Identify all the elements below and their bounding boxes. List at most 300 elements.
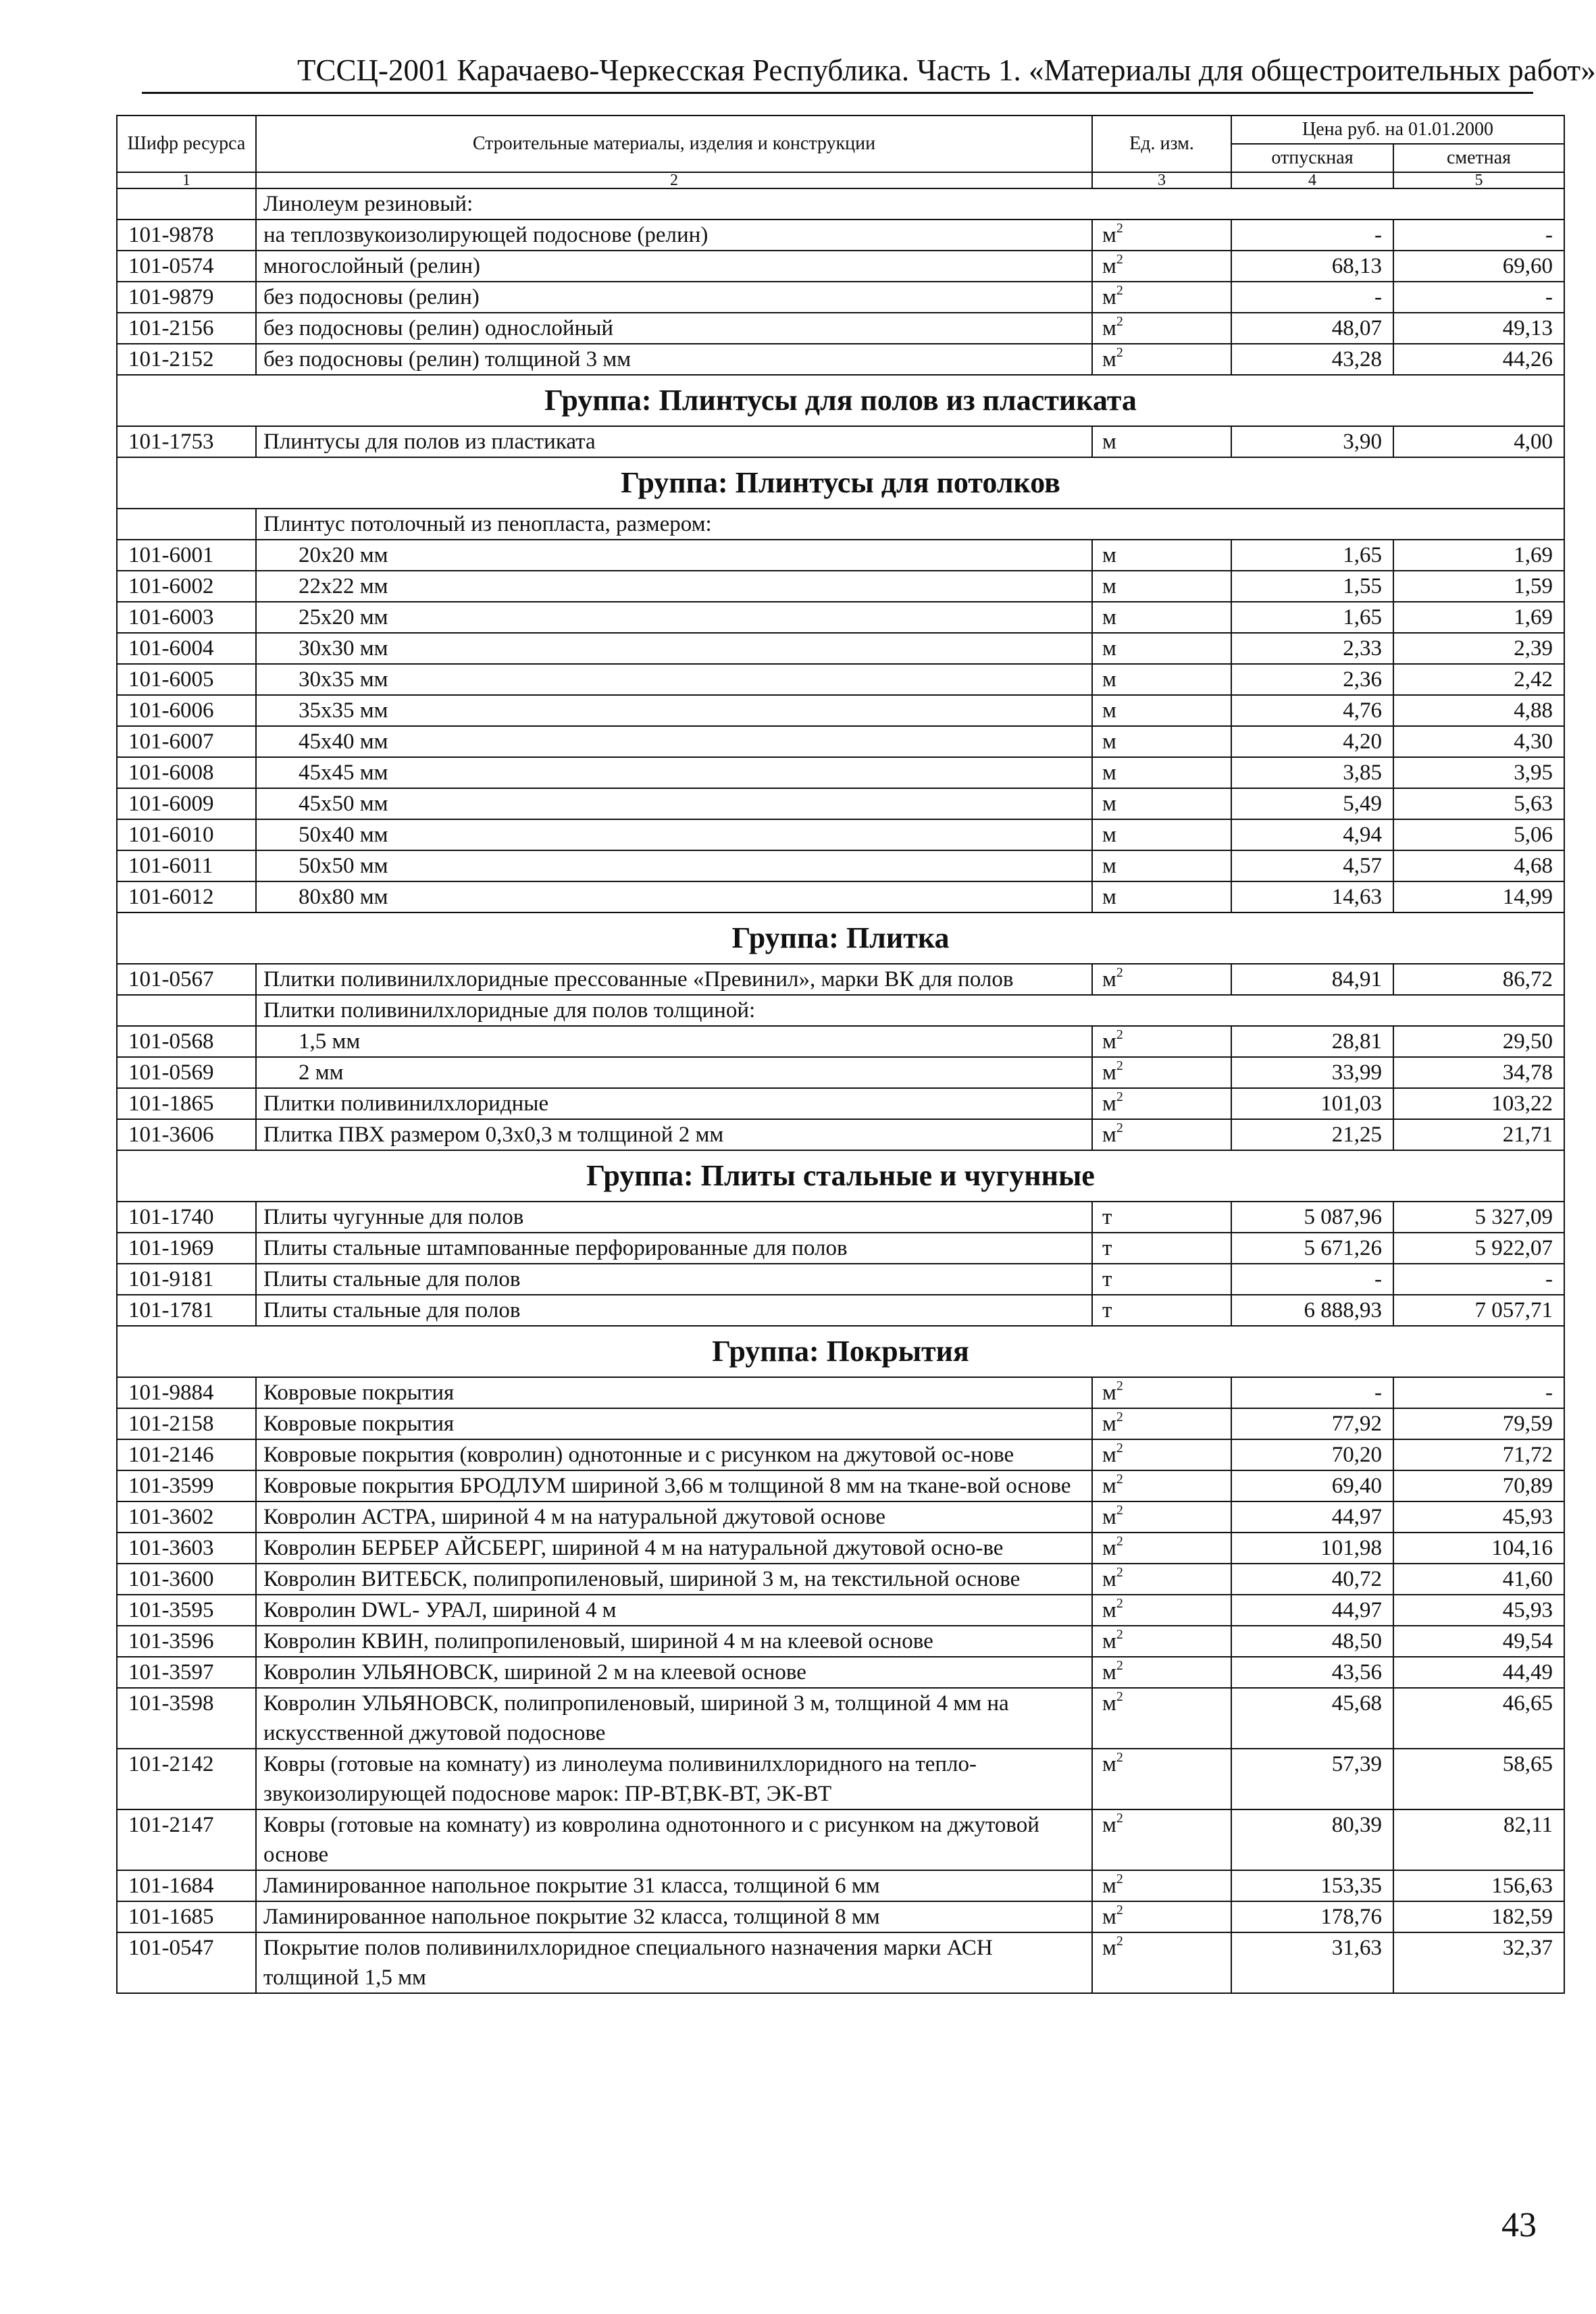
material-name: Плинтусы для полов из пластиката [256,426,1092,457]
estimate-price: 79,59 [1393,1408,1564,1439]
material-name: Плиты стальные для полов [256,1264,1092,1295]
release-price: - [1231,1264,1393,1295]
release-price: 6 888,93 [1231,1295,1393,1326]
group-title: Группа: Плиты стальные и чугунные [117,1150,1564,1202]
material-name: 25x20 мм [256,602,1092,633]
subheading-text: Плитки поливинилхлоридные для полов толщиной: [256,995,1564,1026]
resource-code: 101-6005 [117,664,256,695]
estimate-price: 4,88 [1393,695,1564,726]
resource-code: 101-3599 [117,1470,256,1501]
release-price: 2,36 [1231,664,1393,695]
estimate-price: 29,50 [1393,1026,1564,1057]
resource-code: 101-1753 [117,426,256,457]
estimate-price: 2,42 [1393,664,1564,695]
resource-code: 101-0547 [117,1932,256,1993]
price-table [116,115,1565,1994]
material-name: 20x20 мм [256,540,1092,571]
unit-cell [1092,1202,1231,1233]
estimate-price: 34,78 [1393,1057,1564,1088]
estimate-price: 70,89 [1393,1470,1564,1501]
material-name: без подосновы (релин) толщиной 3 мм [256,344,1092,375]
release-price: 21,25 [1231,1119,1393,1150]
col-header-code: Шифр ресурса [117,115,256,172]
release-price: 28,81 [1231,1026,1393,1057]
unit-cell [1092,695,1231,726]
estimate-price: 45,93 [1393,1595,1564,1626]
estimate-price: 1,59 [1393,571,1564,602]
unit-superscript: 2 [1116,965,1123,980]
resource-code: 101-1969 [117,1233,256,1264]
unit-superscript: 2 [1116,1089,1123,1104]
resource-code: 101-6006 [117,695,256,726]
estimate-price: 21,71 [1393,1119,1564,1150]
table-row [117,726,1564,757]
subheading-row [117,995,1564,1026]
unit-text: т [1102,1298,1112,1322]
group-row [117,1326,1564,1377]
unit-text: т [1102,1205,1112,1229]
table-row [117,1626,1564,1657]
estimate-price: - [1393,1264,1564,1295]
release-price: 70,20 [1231,1439,1393,1470]
release-price: 101,98 [1231,1533,1393,1564]
unit-cell [1092,344,1231,375]
unit-text: м [1102,1412,1116,1436]
group-row [117,457,1564,509]
estimate-price: 41,60 [1393,1564,1564,1595]
release-price: - [1231,220,1393,251]
unit-text: м [1102,1936,1116,1960]
group-row [117,912,1564,964]
estimate-price: 1,69 [1393,540,1564,571]
estimate-price: 104,16 [1393,1533,1564,1564]
unit-superscript: 2 [1116,1903,1123,1918]
table-row [117,344,1564,375]
resource-code: 101-6008 [117,757,256,788]
header-rule [142,92,1533,94]
unit-text: м [1102,1443,1116,1467]
table-row [117,1088,1564,1119]
table-row [117,602,1564,633]
release-price: 5 671,26 [1231,1233,1393,1264]
resource-code: 101-3597 [117,1657,256,1688]
unit-text: м [1102,823,1116,847]
table-row [117,426,1564,457]
release-price: 4,20 [1231,726,1393,757]
table-row [117,757,1564,788]
table-row [117,1264,1564,1295]
table-row [117,964,1564,995]
group-row [117,1150,1564,1202]
estimate-price: 5 922,07 [1393,1233,1564,1264]
unit-superscript: 2 [1116,1565,1123,1580]
unit-text: м [1102,761,1116,785]
col-number: 1 [117,172,256,188]
table-row [117,1119,1564,1150]
unit-superscript: 2 [1116,1811,1123,1826]
table-row [117,1057,1564,1088]
empty-cell [117,188,256,220]
table-row [117,1533,1564,1564]
table-row [117,1408,1564,1439]
group-title: Группа: Плинтусы для потолков [117,457,1564,509]
unit-text: м [1102,698,1116,723]
material-name: Ковровые покрытия (ковролин) однотонные и с рисунком на джутовой ос-нове [256,1439,1092,1470]
material-name: 35x35 мм [256,695,1092,726]
table-row [117,881,1564,912]
resource-code: 101-0567 [117,964,256,995]
resource-code: 101-9181 [117,1264,256,1295]
table-row [117,850,1564,881]
release-price: 44,97 [1231,1501,1393,1533]
resource-code: 101-2158 [117,1408,256,1439]
unit-superscript: 2 [1116,314,1123,329]
unit-cell [1092,850,1231,881]
estimate-price: 86,72 [1393,964,1564,995]
resource-code: 101-6003 [117,602,256,633]
unit-text: м [1102,254,1116,278]
estimate-price: 5,06 [1393,819,1564,850]
unit-superscript: 2 [1116,1121,1123,1135]
unit-superscript: 2 [1116,1750,1123,1765]
unit-superscript: 2 [1116,345,1123,360]
release-price: 77,92 [1231,1408,1393,1439]
table-row [117,220,1564,251]
resource-code: 101-1684 [117,1870,256,1901]
unit-cell [1092,1377,1231,1408]
unit-cell [1092,1439,1231,1470]
table-row [117,1295,1564,1326]
material-name: 1,5 мм [256,1026,1092,1057]
release-price: 14,63 [1231,881,1393,912]
resource-code: 101-1685 [117,1901,256,1932]
release-price: 48,50 [1231,1626,1393,1657]
unit-text: м [1102,223,1116,247]
table-row [117,819,1564,850]
unit-cell [1092,1119,1231,1150]
unit-cell [1092,220,1231,251]
unit-text: м [1102,729,1116,754]
resource-code: 101-0574 [117,251,256,282]
unit-text: м [1102,1813,1116,1837]
release-price: 43,28 [1231,344,1393,375]
estimate-price: 182,59 [1393,1901,1564,1932]
unit-cell [1092,1809,1231,1870]
unit-cell [1092,1470,1231,1501]
material-name: на теплозвукоизолирующей подоснове (релин) [256,220,1092,251]
unit-cell [1092,1688,1231,1749]
estimate-price: 2,39 [1393,633,1564,664]
unit-cell [1092,426,1231,457]
unit-cell [1092,1233,1231,1264]
resource-code: 101-6011 [117,850,256,881]
unit-text: м [1102,1060,1116,1085]
unit-superscript: 2 [1116,1872,1123,1886]
unit-superscript: 2 [1116,283,1123,298]
unit-text: м [1102,1752,1116,1776]
release-price: 1,55 [1231,571,1393,602]
release-price: 43,56 [1231,1657,1393,1688]
resource-code: 101-6007 [117,726,256,757]
release-price: 48,07 [1231,313,1393,344]
col-number: 2 [256,172,1092,188]
estimate-price: 49,13 [1393,313,1564,344]
unit-cell [1092,1088,1231,1119]
estimate-price: - [1393,1377,1564,1408]
resource-code: 101-3596 [117,1626,256,1657]
unit-cell [1092,1595,1231,1626]
unit-text: м [1102,1905,1116,1929]
estimate-price: 4,68 [1393,850,1564,881]
unit-text: м [1102,1474,1116,1498]
table-row [117,313,1564,344]
unit-text: м [1102,667,1116,692]
unit-cell [1092,540,1231,571]
page-header-title: ТССЦ-2001 Карачаево-Черкесская Республика. Часть 1. «Материалы для общестроительных работ» [297,53,1596,87]
table-row [117,1564,1564,1595]
unit-text: м [1102,1536,1116,1560]
subheading-row [117,188,1564,220]
release-price: 1,65 [1231,602,1393,633]
unit-text: м [1102,792,1116,816]
table-row [117,1657,1564,1688]
release-price: 178,76 [1231,1901,1393,1932]
unit-cell [1092,282,1231,313]
unit-cell [1092,313,1231,344]
unit-text: м [1102,1874,1116,1898]
unit-superscript: 2 [1116,1689,1123,1704]
estimate-price: 45,93 [1393,1501,1564,1533]
material-name: 30x35 мм [256,664,1092,695]
col-header-name: Строительные материалы, изделия и конструкции [256,115,1092,172]
material-name: Ковры (готовые на комнату) из ковролина однотонного и с рисунком на джутовой основе [256,1809,1092,1870]
unit-superscript: 2 [1116,1658,1123,1673]
material-name: Ковролин УЛЬЯНОВСК, шириной 2 м на клеевой основе [256,1657,1092,1688]
unit-superscript: 2 [1116,1379,1123,1393]
resource-code: 101-9879 [117,282,256,313]
empty-cell [117,995,256,1026]
unit-superscript: 2 [1116,252,1123,267]
unit-text: м [1102,1567,1116,1591]
material-name: 2 мм [256,1057,1092,1088]
release-price: 44,97 [1231,1595,1393,1626]
table-body [117,188,1564,1993]
unit-cell [1092,1264,1231,1295]
col-header-unit: Ед. изм. [1092,115,1231,172]
table-row [117,282,1564,313]
resource-code: 101-1865 [117,1088,256,1119]
unit-text: м [1102,967,1116,992]
page-number: 43 [1501,2206,1537,2244]
unit-cell [1092,571,1231,602]
unit-text: м [1102,636,1116,661]
unit-cell [1092,1026,1231,1057]
material-name: 45x50 мм [256,788,1092,819]
unit-text: м [1102,1598,1116,1622]
group-title: Группа: Покрытия [117,1326,1564,1377]
release-price: 5 087,96 [1231,1202,1393,1233]
material-name: Ковролин БЕРБЕР АЙСБЕРГ, шириной 4 м на натуральной джутовой осно-ве [256,1533,1092,1564]
table-row [117,1870,1564,1901]
table-row [117,1688,1564,1749]
release-price: - [1231,1377,1393,1408]
unit-cell [1092,1564,1231,1595]
estimate-price: 82,11 [1393,1809,1564,1870]
material-name: Плитки поливинилхлоридные [256,1088,1092,1119]
estimate-price: 49,54 [1393,1626,1564,1657]
material-name: 45x40 мм [256,726,1092,757]
material-name: 50x40 мм [256,819,1092,850]
subheading-text: Линолеум резиновый: [256,188,1564,220]
resource-code: 101-3600 [117,1564,256,1595]
resource-code: 101-6002 [117,571,256,602]
table-row [117,1233,1564,1264]
material-name: Плиты стальные для полов [256,1295,1092,1326]
unit-superscript: 2 [1116,1934,1123,1949]
unit-text: т [1102,1267,1112,1291]
estimate-price: 44,49 [1393,1657,1564,1688]
unit-cell [1092,1057,1231,1088]
release-price: 153,35 [1231,1870,1393,1901]
release-price: 2,33 [1231,633,1393,664]
col-header-estimate-price: сметная [1393,144,1564,172]
unit-text: м [1102,430,1116,454]
unit-superscript: 2 [1116,221,1123,236]
estimate-price: - [1393,220,1564,251]
unit-superscript: 2 [1116,1441,1123,1456]
release-price: 80,39 [1231,1809,1393,1870]
resource-code: 101-3595 [117,1595,256,1626]
unit-superscript: 2 [1116,1503,1123,1518]
release-price: 3,85 [1231,757,1393,788]
resource-code: 101-6009 [117,788,256,819]
table-row [117,251,1564,282]
unit-text: м [1102,885,1116,909]
unit-text: м [1102,1660,1116,1685]
resource-code: 101-1781 [117,1295,256,1326]
resource-code: 101-0569 [117,1057,256,1088]
table-row [117,1932,1564,1993]
unit-cell [1092,1295,1231,1326]
group-row [117,375,1564,426]
estimate-price: 103,22 [1393,1088,1564,1119]
material-name: Плиты чугунные для полов [256,1202,1092,1233]
resource-code: 101-6001 [117,540,256,571]
table-row [117,1470,1564,1501]
group-title: Группа: Плитка [117,912,1564,964]
estimate-price: 44,26 [1393,344,1564,375]
table-row [117,1026,1564,1057]
resource-code: 101-2152 [117,344,256,375]
release-price: 84,91 [1231,964,1393,995]
unit-cell [1092,1932,1231,1993]
resource-code: 101-2146 [117,1439,256,1470]
material-name: 22x22 мм [256,571,1092,602]
estimate-price: 7 057,71 [1393,1295,1564,1326]
unit-text: м [1102,1691,1116,1716]
unit-cell [1092,1657,1231,1688]
unit-cell [1092,1501,1231,1533]
unit-text: м [1102,285,1116,309]
unit-text: м [1102,316,1116,340]
unit-cell [1092,1533,1231,1564]
unit-superscript: 2 [1116,1410,1123,1424]
unit-cell [1092,1749,1231,1809]
material-name: Ковролин КВИН, полипропиленовый, шириной 4 м на клеевой основе [256,1626,1092,1657]
unit-cell [1092,757,1231,788]
material-name: Плиты стальные штампованные перфорированные для полов [256,1233,1092,1264]
resource-code: 101-9878 [117,220,256,251]
release-price: 5,49 [1231,788,1393,819]
release-price: 3,90 [1231,426,1393,457]
material-name: Ламинированное напольное покрытие 31 класса, толщиной 6 мм [256,1870,1092,1901]
estimate-price: 69,60 [1393,251,1564,282]
material-name: Ковролин ВИТЕБСК, полипропиленовый, шириной 3 м, на текстильной основе [256,1564,1092,1595]
unit-text: м [1102,1123,1116,1147]
material-name: 80x80 мм [256,881,1092,912]
table-row [117,1439,1564,1470]
table-row [117,788,1564,819]
material-name: 45x45 мм [256,757,1092,788]
resource-code: 101-3606 [117,1119,256,1150]
table-row [117,571,1564,602]
unit-cell [1092,819,1231,850]
estimate-price: 58,65 [1393,1749,1564,1809]
unit-superscript: 2 [1116,1534,1123,1549]
unit-text: м [1102,1381,1116,1405]
table-row [117,1809,1564,1870]
estimate-price: 14,99 [1393,881,1564,912]
unit-cell [1092,1901,1231,1932]
resource-code: 101-9884 [117,1377,256,1408]
material-name: без подосновы (релин) [256,282,1092,313]
release-price: 4,76 [1231,695,1393,726]
release-price: 40,72 [1231,1564,1393,1595]
estimate-price: 1,69 [1393,602,1564,633]
release-price: 4,94 [1231,819,1393,850]
resource-code: 101-3603 [117,1533,256,1564]
release-price: 68,13 [1231,251,1393,282]
release-price: 57,39 [1231,1749,1393,1809]
resource-code: 101-6010 [117,819,256,850]
unit-text: м [1102,1091,1116,1116]
release-price: 31,63 [1231,1932,1393,1993]
material-name: 50x50 мм [256,850,1092,881]
col-number: 5 [1393,172,1564,188]
resource-code: 101-2147 [117,1809,256,1870]
empty-cell [117,509,256,540]
release-price: 4,57 [1231,850,1393,881]
subheading-row [117,509,1564,540]
estimate-price: 5,63 [1393,788,1564,819]
material-name: многослойный (релин) [256,251,1092,282]
unit-cell [1092,1408,1231,1439]
unit-superscript: 2 [1116,1027,1123,1042]
estimate-price: 4,30 [1393,726,1564,757]
unit-superscript: 2 [1116,1472,1123,1487]
subheading-text: Плинтус потолочный из пенопласта, размером: [256,509,1564,540]
material-name: Ламинированное напольное покрытие 32 класса, толщиной 8 мм [256,1901,1092,1932]
resource-code: 101-3598 [117,1688,256,1749]
unit-cell [1092,1626,1231,1657]
table-row [117,1377,1564,1408]
estimate-price: 156,63 [1393,1870,1564,1901]
release-price: 1,65 [1231,540,1393,571]
unit-text: т [1102,1236,1112,1260]
unit-text: м [1102,854,1116,878]
unit-superscript: 2 [1116,1058,1123,1073]
unit-text: м [1102,543,1116,567]
